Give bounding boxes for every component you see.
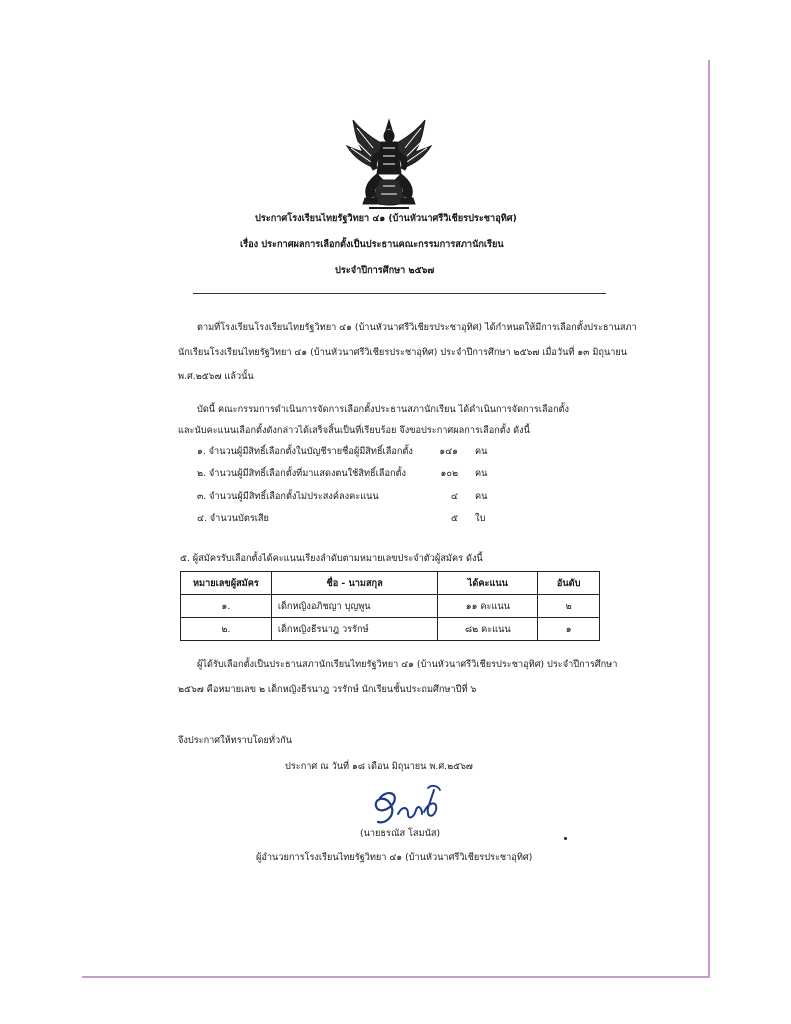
result-line-1: ผู้ได้รับเลือกตั้งเป็นประธานสภานักเรียนไทยรัฐวิทยา ๔๑ (บ้านหัวนาศรีวิเชียรประชาอุทิศ) ประจำปีการศึกษา <box>197 659 618 670</box>
paragraph-1-line-1: ตามที่โรงเรียนโรงเรียนไทยรัฐวิทยา ๔๑ (บ้านหัวนาศรีวิเชียรประชาอุทิศ) ได้กำหนดให้มีการเลือกตั้งประธานสภา <box>197 322 637 333</box>
table-row <box>181 595 600 618</box>
candidate-score: ๘๒ คะแนน <box>438 618 538 641</box>
stat-label: ๓. จำนวนผู้มีสิทธิ์เลือกตั้งไม่ประสงค์ลงคะแนน <box>197 491 379 502</box>
signature-icon <box>368 784 450 834</box>
stat-value: ๑๐๒ <box>440 468 458 479</box>
signer-title: ผู้อำนวยการโรงเรียนไทยรัฐวิทยา ๔๑ (บ้านหัวนาศรีวิเชียรประชาอุทิศ) <box>256 852 533 863</box>
candidate-number: ๒. <box>181 618 272 641</box>
announcement-date: ประกาศ ณ วันที่ ๑๘ เดือน มิถุนายน พ.ศ.๒๕๖๗ <box>285 761 473 772</box>
stat-value: ๑๔๑ <box>439 446 458 457</box>
candidate-rank: ๑ <box>538 618 600 641</box>
stat-label: ๑. จำนวนผู้มีสิทธิ์เลือกตั้งในบัญชีรายชื่อผู้มีสิทธิ์เลือกตั้ง <box>197 446 413 457</box>
stat-label: ๒. จำนวนผู้มีสิทธิ์เลือกตั้งที่มาแสดงตนใช้สิทธิ์เลือกตั้ง <box>197 468 406 479</box>
candidate-name: เด็กหญิงอภิชญา บุญพูน <box>271 595 438 618</box>
stat-value: ๕ <box>451 513 458 524</box>
stat-unit: ใบ <box>475 513 486 524</box>
result-line-2: ๒๕๖๗ คือหมายเลข ๒ เด็กหญิงธีรนาฎ วรรักษ์ นักเรียนชั้นประถมศึกษาปีที่ ๖ <box>178 684 477 695</box>
closing-statement: จึงประกาศให้ทราบโดยทั่วกัน <box>178 735 292 746</box>
column-header-rank: อันดับ <box>538 572 600 595</box>
table-row <box>181 618 600 641</box>
column-header-number: หมายเลขผู้สมัคร <box>181 572 272 595</box>
announcement-academic-year: ประจำปีการศึกษา ๒๕๖๗ <box>335 265 435 276</box>
candidate-rank: ๒ <box>538 595 600 618</box>
ink-dot <box>564 837 567 840</box>
candidate-number: ๑. <box>181 595 272 618</box>
announcement-subject: เรื่อง ประกาศผลการเลือกตั้งเป็นประธานคณะกรรมการสภานักเรียน <box>240 239 504 250</box>
header-divider <box>193 293 606 294</box>
stat-label: ๔. จำนวนบัตรเสีย <box>197 513 269 524</box>
paragraph-2-line-2: และนับคะแนนเลือกตั้งดังกล่าวได้เสร็จสิ้นเป็นที่เรียบร้อย จึงขอประกาศผลการเลือกตั้ง ดังนี้ <box>178 425 530 436</box>
paragraph-2-line-1: บัดนี้ คณะกรรมการดำเนินการจัดการเลือกตั้งประธานสภานักเรียน ได้ดำเนินการจัดการเลือกตั้ง <box>197 404 569 415</box>
column-header-name: ชื่อ - นามสกุล <box>271 572 438 595</box>
candidates-table <box>180 571 600 641</box>
column-header-score: ได้คะแนน <box>438 572 538 595</box>
stat-unit: คน <box>475 446 488 457</box>
paragraph-1-line-3: พ.ศ.๒๕๖๗ แล้วนั้น <box>178 371 254 382</box>
stat-unit: คน <box>475 468 488 479</box>
stat-unit: คน <box>475 491 488 502</box>
candidate-score: ๑๑ คะแนน <box>438 595 538 618</box>
announcement-title: ประกาศโรงเรียนไทยรัฐวิทยา ๔๑ (บ้านหัวนาศรีวิเชียรประชาอุทิศ) <box>255 213 517 224</box>
paragraph-1-line-2: นักเรียนโรงเรียนไทยรัฐวิทยา ๔๑ (บ้านหัวนาศรีวิเชียรประชาอุทิศ) ประจำปีการศึกษา ๒๕๖๗ เมื่อวันที่ ๑๓ มิถุนายน <box>178 347 628 358</box>
candidate-name: เด็กหญิงธีรนาฎ วรรักษ์ <box>271 618 438 641</box>
table-header-row <box>181 572 600 595</box>
signer-name: (นายธรณัส โสมนัส) <box>360 828 441 839</box>
garuda-emblem-icon <box>343 118 435 214</box>
candidates-intro: ๕. ผู้สมัครรับเลือกตั้งได้คะแนนเรียงลำดับตามหมายเลขประจำตัวผู้สมัคร ดังนี้ <box>180 553 483 564</box>
stat-value: ๔ <box>451 491 458 502</box>
